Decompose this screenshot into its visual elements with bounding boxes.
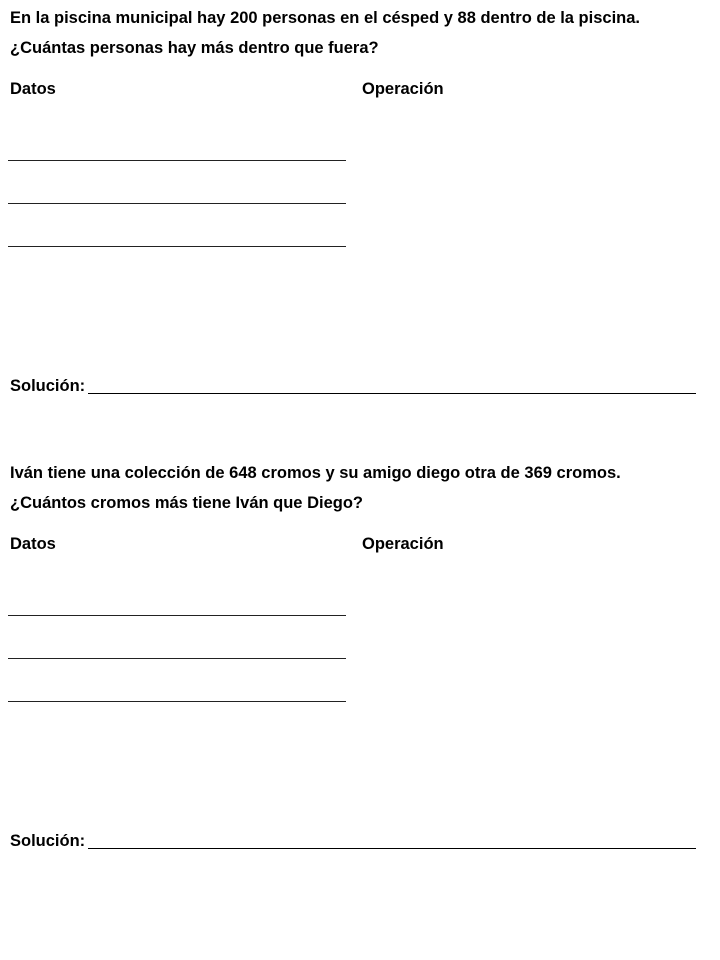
solucion-answer-line[interactable] bbox=[88, 393, 696, 394]
problem-question-line: ¿Cuántos cromos más tiene Iván que Diego? bbox=[10, 494, 363, 512]
solucion-label: Solución: bbox=[10, 832, 86, 850]
datos-answer-line[interactable] bbox=[8, 246, 346, 247]
datos-heading: Datos bbox=[10, 535, 56, 553]
datos-answer-line[interactable] bbox=[8, 658, 346, 659]
datos-answer-line[interactable] bbox=[8, 701, 346, 702]
problem-question-line: ¿Cuántas personas hay más dentro que fuera? bbox=[10, 39, 379, 57]
operacion-work-area[interactable] bbox=[362, 105, 702, 355]
datos-answer-line[interactable] bbox=[8, 203, 346, 204]
operacion-heading: Operación bbox=[362, 535, 444, 553]
operacion-heading: Operación bbox=[362, 80, 444, 98]
datos-heading: Datos bbox=[10, 80, 56, 98]
datos-answer-line[interactable] bbox=[8, 615, 346, 616]
problem-statement-line-1: Iván tiene una colección de 648 cromos y su amigo diego otra de 369 cromos. bbox=[10, 464, 621, 482]
solucion-label: Solución: bbox=[10, 377, 86, 395]
problem-2 bbox=[0, 455, 720, 885]
operacion-work-area[interactable] bbox=[362, 560, 702, 810]
problem-1 bbox=[0, 0, 720, 430]
datos-answer-line[interactable] bbox=[8, 160, 346, 161]
solucion-answer-line[interactable] bbox=[88, 848, 696, 849]
problem-statement-line-1: En la piscina municipal hay 200 personas en el césped y 88 dentro de la piscina. bbox=[10, 9, 640, 27]
